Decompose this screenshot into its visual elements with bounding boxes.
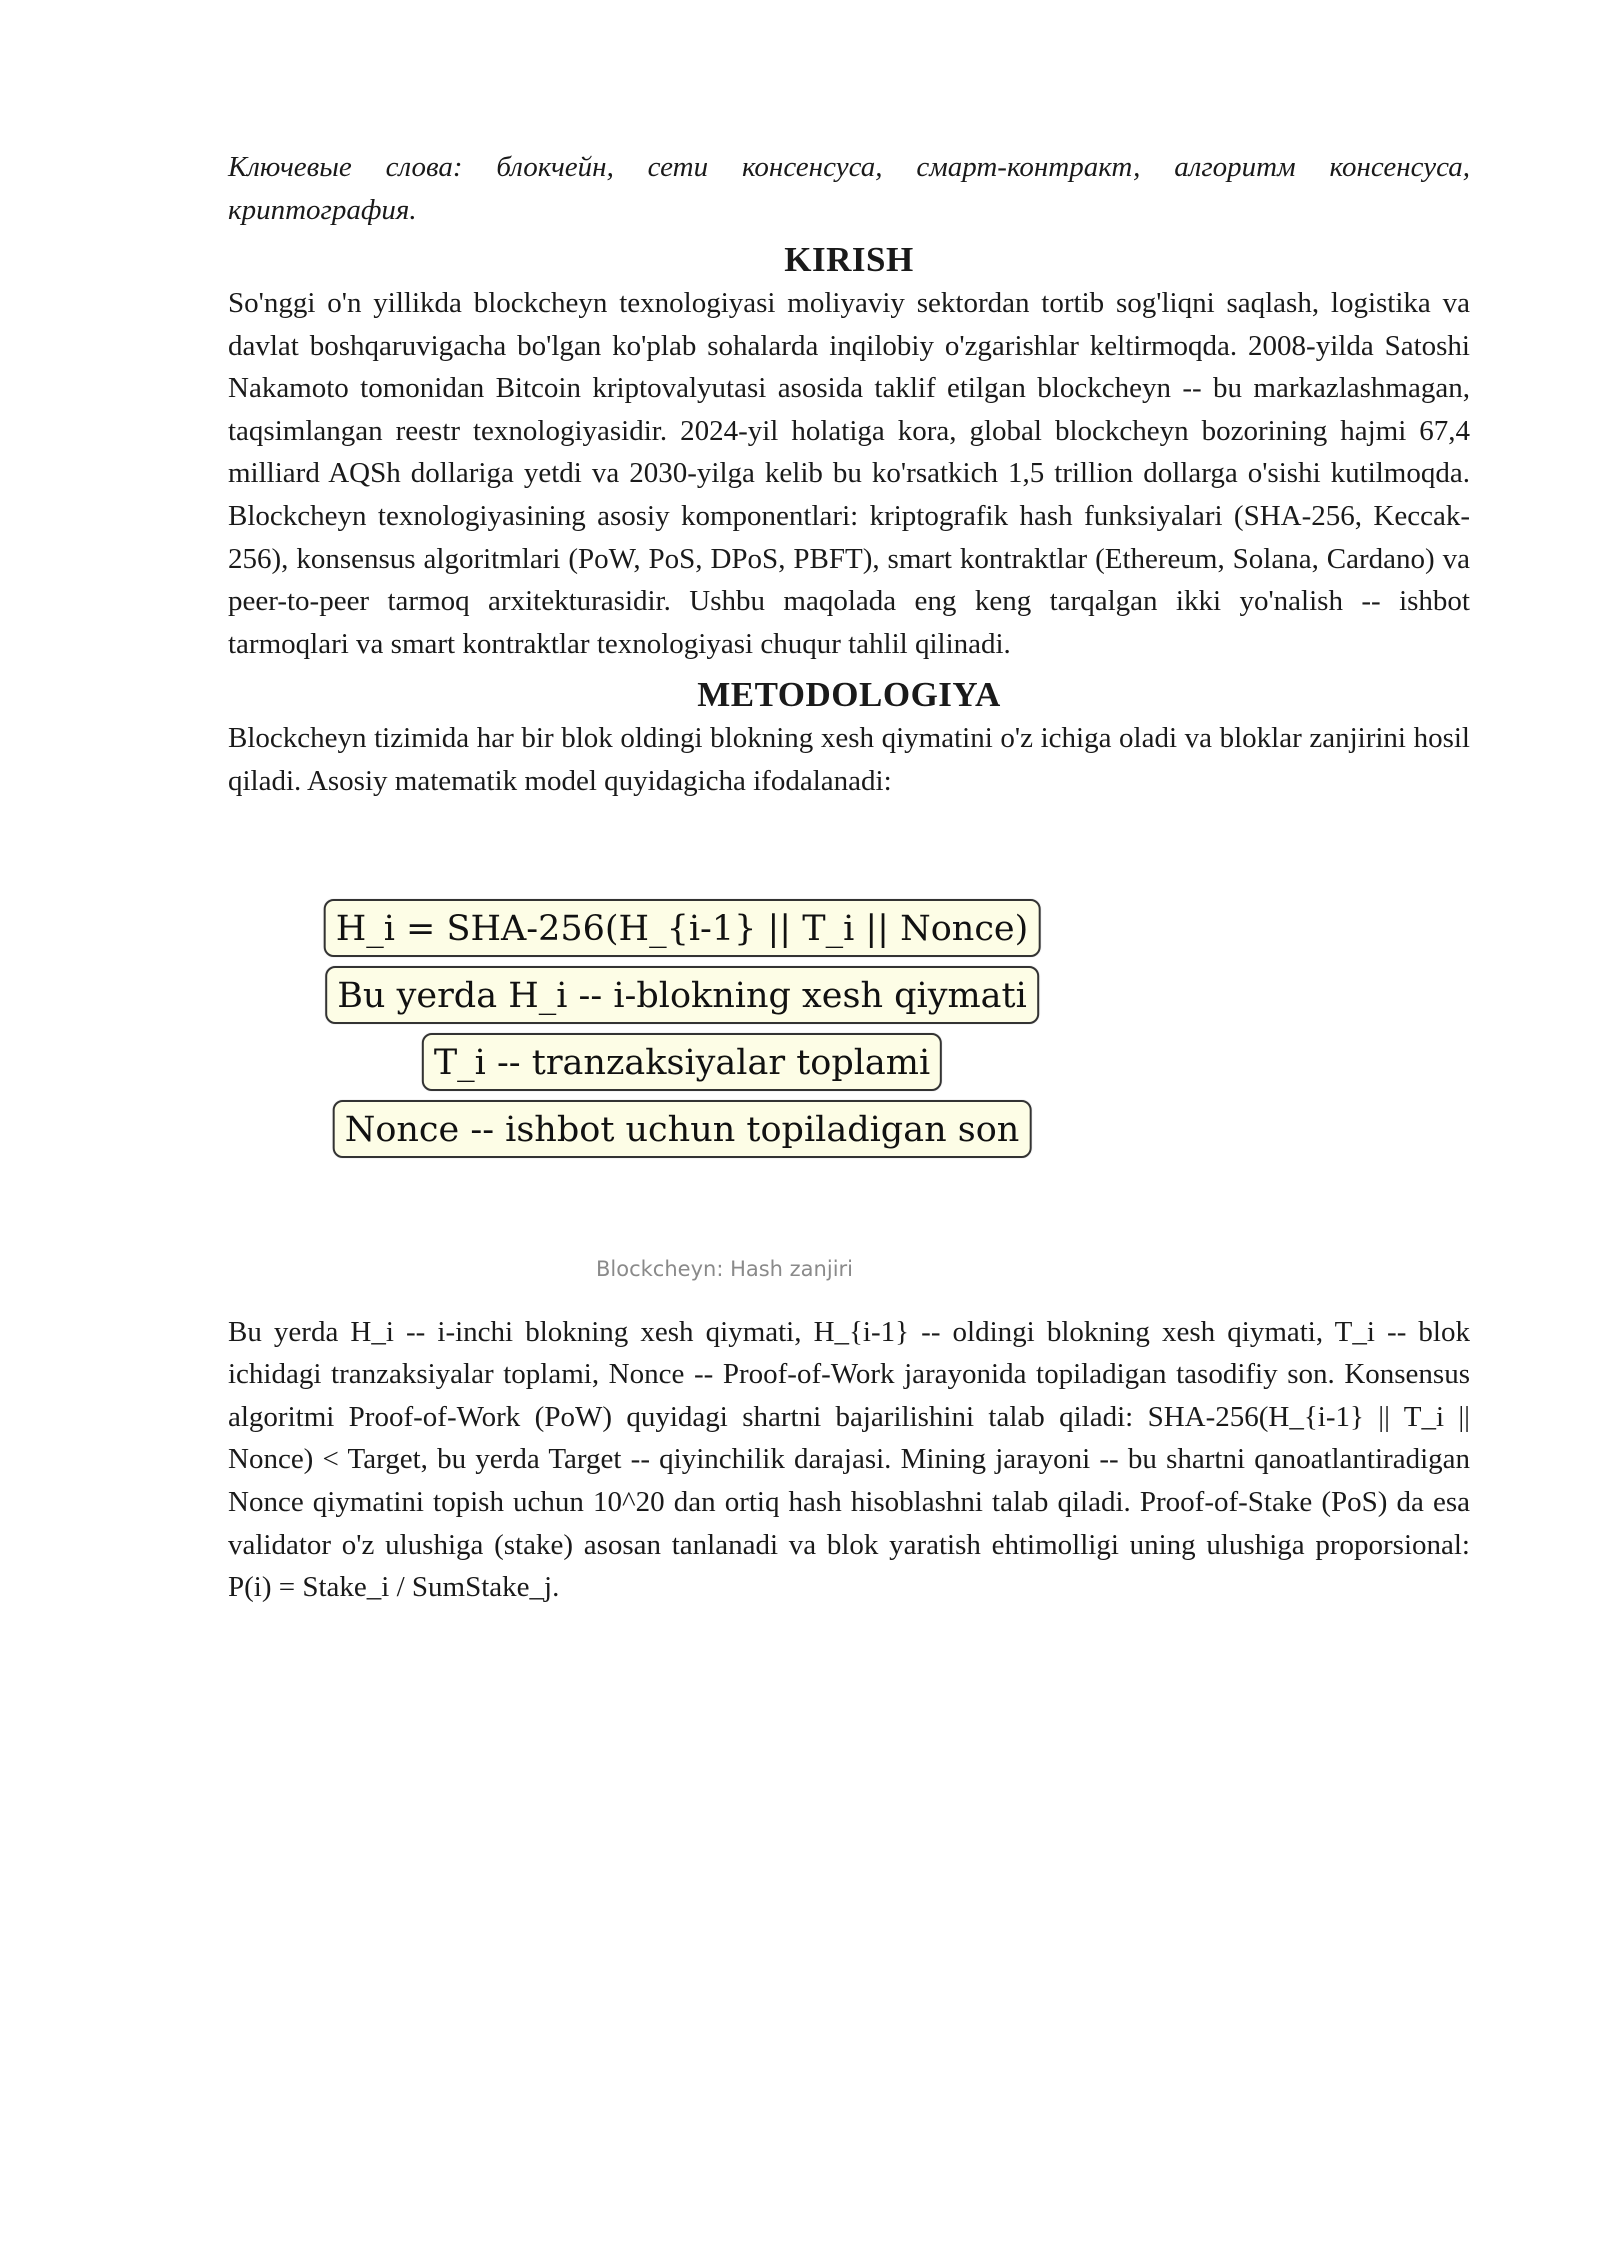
keywords: Ключевые слова: блокчейн, сети консенсуса, смарт-контракт, алгоритм консенсуса, криптография. <box>228 151 1470 226</box>
methodology-after-paragraph: Bu yerda H_i -- i-inchi blokning xesh qiymati, H_{i-1} -- oldingi blokning xesh qiymati, T_i -- blok ichidagi tranzaksiyalar toplami, Nonce -- Proof-of-Work jarayonida topiladigan tasodifiy son. Konsensus algoritmi Proof-of-Work (PoW) quyidagi shartni bajarilishini talab qiladi: SHA-256(H_{i-1} || T_i || Nonce) < Target, bu yerda Target -- qiyinchilik darajasi. Mining jarayoni -- bu shartni qanoatlantiradigan Nonce qiymatini topish uchun 10^20 dan ortiq hash hisoblashni talab qiladi. Proof-of-Stake (PoS) da esa validator o'z ulushiga (stake) asosan tanlanadi va blok yaratish ehtimolligi uning ulushiga proporsional: P(i) = Stake_i / SumStake_j. <box>228 1315 1470 1604</box>
formula-box-hash-def: Bu yerda H_i -- i-blokning xesh qiymati <box>325 966 1039 1024</box>
intro-paragraph: So'nggi o'n yillikda blockcheyn texnologiyasi moliyaviy sektordan tortib sog'liqni saqlash, logistika va davlat boshqaruvigacha bo'lgan ko'plab sohalarda inqilobiy o'zgarishlar keltirmoqda. 2008-yilda Satoshi Nakamoto tomonidan Bitcoin kriptovalyutasi asosida taklif etilgan blockcheyn -- bu markazlashmagan, taqsimlangan reestr texnologiyasidir. 2024-yil holatiga kora, global blockcheyn bozorining hajmi 67,4 milliard AQSh dollariga yetdi va 2030-yilga kelib bu ko'rsatkich 1,5 trillion dollarga o'sishi kutilmoqda. Blockcheyn texnologiyasining asosiy komponentlari: kriptografik hash funksiyalari (SHA-256, Keccak-256), konsensus algoritmlari (PoW, PoS, DPoS, PBFT), smart kontraktlar (Ethereum, Solana, Cardano) va peer-to-peer tarmoq arxitekturasidir. Ushbu maqolada eng keng tarqalgan ikki yo'nalish -- ishbot tarmoqlari va smart kontraktlar texnologiyasi chuqur tahlil qilinadi. <box>228 287 1470 660</box>
formula-box-main: H_i = SHA-256(H_{i-1} || T_i || Nonce) <box>324 899 1041 957</box>
formula-box-transactions-def: T_i -- tranzaksiyalar toplami <box>422 1033 942 1091</box>
figure-caption: Blockcheyn: Hash zanjiri <box>596 1256 853 1281</box>
methodology-paragraph: Blockcheyn tizimida har bir blok oldingi blokning xesh qiymatini o'z ichiga oladi va bloklar zanjirini hosil qiladi. Asosiy matematik model quyidagicha ifodalanadi: <box>228 722 1470 797</box>
section-heading-methodology: METODOLOGIYA <box>697 675 1001 715</box>
paper-page <box>228 146 1470 1609</box>
section-heading-intro: KIRISH <box>784 240 914 279</box>
hash-chain-figure <box>228 823 1470 1311</box>
formula-box-nonce-def: Nonce -- ishbot uchun topiladigan son <box>333 1100 1032 1158</box>
